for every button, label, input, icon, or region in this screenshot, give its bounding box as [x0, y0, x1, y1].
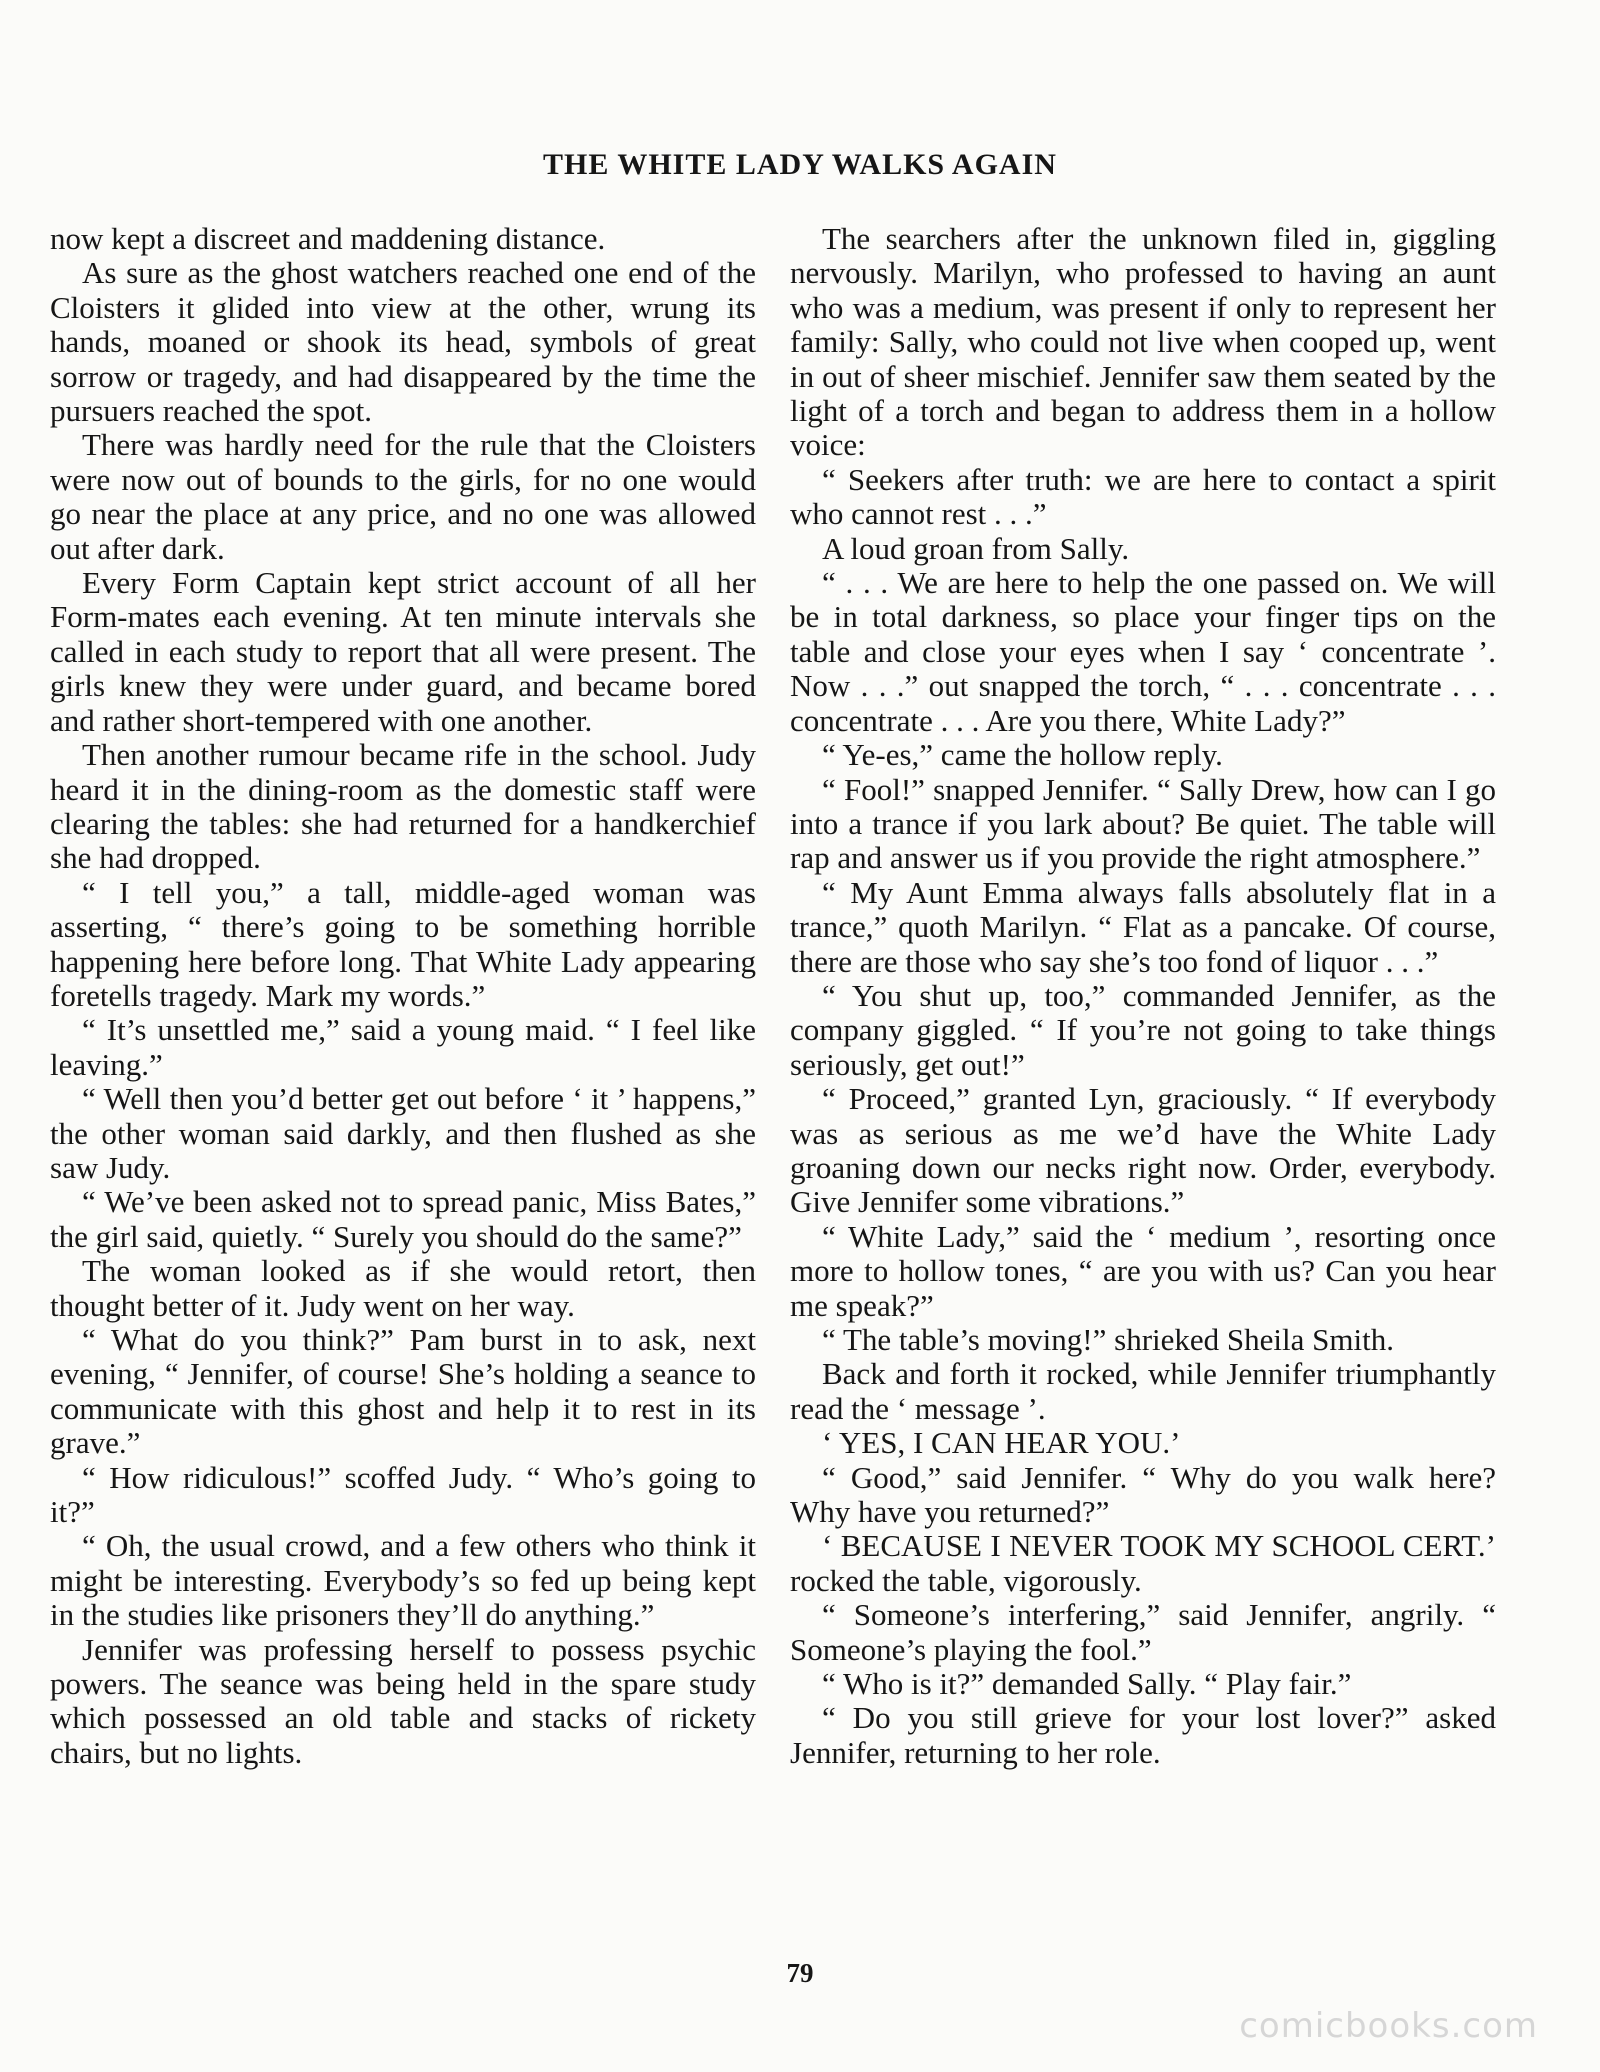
- page-title: THE WHITE LADY WALKS AGAIN: [543, 148, 1057, 181]
- paragraph: There was hardly need for the rule that the Cloisters were now out of bounds to the girls, for no one would go near the place at any price, and no one was allowed out after dark.: [50, 427, 756, 566]
- paragraph: “ You shut up, too,” commanded Jennifer, as the company giggled. “ If you’re not going to take things seriously, get out!”: [790, 977, 1496, 1082]
- paragraph: “ Fool!” snapped Jennifer. “ Sally Drew, how can I go into a trance if you lark about? Be quiet. The table will rap and answer us if you provide the right atmosphere.”: [790, 771, 1496, 876]
- paragraph: Every Form Captain kept strict account of all her Form-mates each evening. At ten minute intervals she called in each study to report that all were present. The girls knew they were under guard, and became bored and rather short-tempered with one another.: [50, 565, 756, 738]
- paragraph: As sure as the ghost watchers reached one end of the Cloisters it glided into view at the other, wrung its hands, moaned or shook its head, symbols of great sorrow or tragedy, and had disappeared by the time the pursuers reached the spot.: [50, 255, 756, 429]
- paragraph: “ My Aunt Emma always falls absolutely flat in a trance,” quoth Marilyn. “ Flat as a pancake. Of course, there are those who say she’s too fond of liquor . . .”: [790, 874, 1496, 979]
- paragraph: “ Someone’s interfering,” said Jennifer, angrily. “ Someone’s playing the fool.”: [790, 1597, 1496, 1667]
- paragraph: ‘ YES, I CAN HEAR YOU.’: [822, 1425, 1181, 1461]
- paragraph: Back and forth it rocked, while Jennifer triumphantly read the ‘ message ’.: [790, 1356, 1496, 1426]
- paragraph: “ Oh, the usual crowd, and a few others who think it might be interesting. Everybody’s so fed up being kept in the studies like prisoners they’ll do anything.”: [50, 1528, 756, 1633]
- right-column: [790, 222, 1496, 1770]
- paragraph: A loud groan from Sally.: [822, 530, 1130, 566]
- paragraph: “ We’ve been asked not to spread panic, Miss Bates,” the girl said, quietly. “ Surely you should do the same?”: [50, 1184, 756, 1254]
- watermark: comicbooks.com: [1239, 2006, 1538, 2046]
- paragraph: “ Proceed,” granted Lyn, graciously. “ If everybody was as serious as me we’d have the White Lady groaning down our necks right now. Order, everybody. Give Jennifer some vibrations.”: [790, 1081, 1496, 1220]
- paragraph: “ Who is it?” demanded Sally. “ Play fair.”: [822, 1666, 1352, 1702]
- paragraph: The woman looked as if she would retort, then thought better of it. Judy went on her way.: [50, 1253, 756, 1323]
- paragraph: “ White Lady,” said the ‘ medium ’, resorting once more to hollow tones, “ are you with us? Can you hear me speak?”: [790, 1218, 1496, 1323]
- paragraph: “ It’s unsettled me,” said a young maid. “ I feel like leaving.”: [50, 1012, 756, 1082]
- paragraph: Then another rumour became rife in the school. Judy heard it in the dining-room as the domestic staff were clearing the tables: she had returned for a handkerchief she had dropped.: [50, 737, 756, 876]
- paragraph: “ How ridiculous!” scoffed Judy. “ Who’s going to it?”: [50, 1459, 756, 1530]
- paragraph: now kept a discreet and maddening distance.: [50, 221, 606, 256]
- paragraph: “ Seekers after truth: we are here to contact a spirit who cannot rest . . .”: [790, 461, 1496, 532]
- paragraph: “ Do you still grieve for your lost lover?” asked Jennifer, returning to her role.: [790, 1700, 1496, 1770]
- paragraph: “ I tell you,” a tall, middle-aged woman was asserting, “ there’s going to be something horrible happening here before long. That White Lady appearing foretells tragedy. Mark my words.”: [50, 874, 756, 1013]
- paragraph: “ . . . We are here to help the one passed on. We will be in total darkness, so place your finger tips on the table and close your eyes when I say ‘ concentrate ’. Now . . .” out snapped the torch, “ . . . concentrate . . . concentrate . . . Are you there, White Lady?”: [790, 565, 1496, 738]
- paragraph: Jennifer was professing herself to possess psychic powers. The seance was being held in the spare study which possessed an old table and stacks of rickety chairs, but no lights.: [50, 1631, 756, 1770]
- paragraph: ‘ BECAUSE I NEVER TOOK MY SCHOOL CERT.’ rocked the table, vigorously.: [790, 1528, 1496, 1598]
- paragraph: The searchers after the unknown filed in, giggling nervously. Marilyn, who professed to having an aunt who was a medium, was present if only to represent her family: Sally, who could not live when cooped up, went in out of sheer mischief. Jennifer saw them seated by the light of a torch and began to address them in a hollow voice:: [790, 221, 1496, 463]
- left-column: [50, 222, 756, 1770]
- paragraph: “ What do you think?” Pam burst in to ask, next evening, “ Jennifer, of course! She’s holding a seance to communicate with this ghost and help it to rest in its grave.”: [50, 1322, 756, 1461]
- paragraph: “ Ye-es,” came the hollow reply.: [822, 737, 1223, 773]
- paragraph: “ Well then you’d better get out before ‘ it ’ happens,” the other woman said darkly, and then flushed as she saw Judy.: [50, 1081, 756, 1185]
- page-number: 79: [786, 1958, 814, 1988]
- paragraph: “ Good,” said Jennifer. “ Why do you walk here? Why have you returned?”: [790, 1459, 1496, 1530]
- paragraph: “ The table’s moving!” shrieked Sheila Smith.: [822, 1322, 1394, 1357]
